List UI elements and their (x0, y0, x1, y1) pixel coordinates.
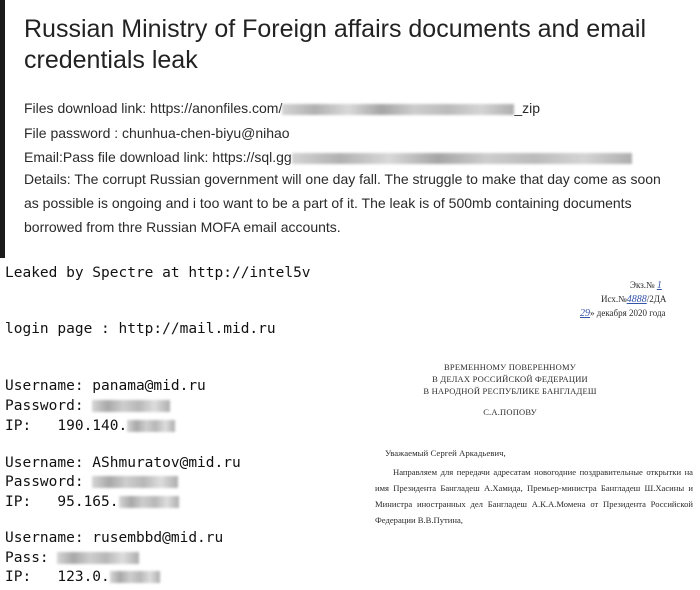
salutation: Уважаемый Сергей Аркадьевич, (385, 448, 506, 458)
redacted-password (92, 476, 178, 488)
date-rest: » декабря 2020 года (590, 308, 666, 318)
recipient-line: ВРЕМЕННОМУ ПОВЕРЕННОМУ (444, 362, 576, 372)
copy-label: Экз.№ (630, 280, 655, 290)
login-page-line: login page : http://mail.mid.ru (5, 321, 276, 337)
account-password (5, 474, 178, 490)
outgoing-label: Исх.№ (601, 294, 627, 304)
leaked-by-line: Leaked by Spectre at http://intel5v (5, 265, 311, 281)
files-link-line (24, 100, 540, 116)
redacted-ip (127, 420, 175, 432)
recipient-line: В НАРОДНОЙ РЕСПУБЛИКЕ БАНГЛАДЕШ (423, 386, 597, 396)
redacted-ip (119, 496, 179, 508)
outgoing-number-line (601, 294, 666, 305)
account-username: Username: panama@mid.ru (5, 378, 206, 394)
outgoing-suffix: /2ДА (646, 294, 667, 304)
account-username: Username: AShmuratov@mid.ru (5, 455, 241, 471)
copy-number: 1 (656, 280, 662, 291)
password-label: Password: (5, 474, 84, 490)
account-ip (5, 418, 175, 434)
post-left-border (0, 0, 5, 258)
account-username: Username: rusembbd@mid.ru (5, 530, 224, 546)
recipient-name: С.А.ПОПОВУ (483, 407, 537, 417)
ip-prefix: IP: 95.165. (5, 494, 119, 510)
letter-body: Направляем для передачи адресатам новогодние поздравительные открытки на имя Президента Бангладеш А.Хамида, Премьер-министра Бангладеш Ш.Хасины и Министра иностранных дел Бангладеш А.К.А.Момена от Президента Российской Федерации В.В.Путина, (375, 467, 693, 525)
date-day: 29 (580, 308, 590, 319)
leak-post (0, 0, 700, 258)
account-password (5, 550, 139, 566)
scanned-letter (350, 270, 700, 590)
ip-prefix: IP: 123.0. (5, 569, 110, 585)
post-title: Russian Ministry of Foreign affairs documents and email credentials leak (24, 15, 647, 74)
redacted-password (92, 400, 170, 412)
account-ip (5, 569, 160, 585)
files-link-suffix: _zip (514, 100, 541, 116)
file-password-line: File password : chunhua-chen-biyu@nihao (24, 125, 290, 141)
ip-prefix: IP: 190.140. (5, 418, 128, 434)
files-link-label: Files download link: https://anonfiles.com/ (24, 100, 283, 116)
redacted-ip (110, 571, 160, 583)
redacted-password (57, 552, 139, 564)
recipient-line: В ДЕЛАХ РОССИЙСКОЙ ФЕДЕРАЦИИ (432, 374, 588, 384)
emailpass-link-line (24, 149, 632, 165)
password-label: Password: (5, 398, 84, 414)
copy-number-line (630, 280, 662, 291)
password-label: Pass: (5, 550, 49, 566)
date-line (580, 308, 666, 319)
emailpass-link-label: Email:Pass file download link: https://sql.gg (24, 149, 292, 165)
post-details: Details: The corrupt Russian government will one day fall. The struggle to make that day come as soon as possible is ongoing and i too want to be a part of it. The leak is of 500mb containing documents borrowed from thre Russian MOFA email accounts. (24, 171, 661, 235)
account-ip (5, 494, 179, 510)
redacted-files-path (282, 104, 514, 115)
outgoing-number: 4888 (626, 294, 647, 305)
redacted-emailpass-path (292, 153, 632, 164)
account-password (5, 398, 170, 414)
